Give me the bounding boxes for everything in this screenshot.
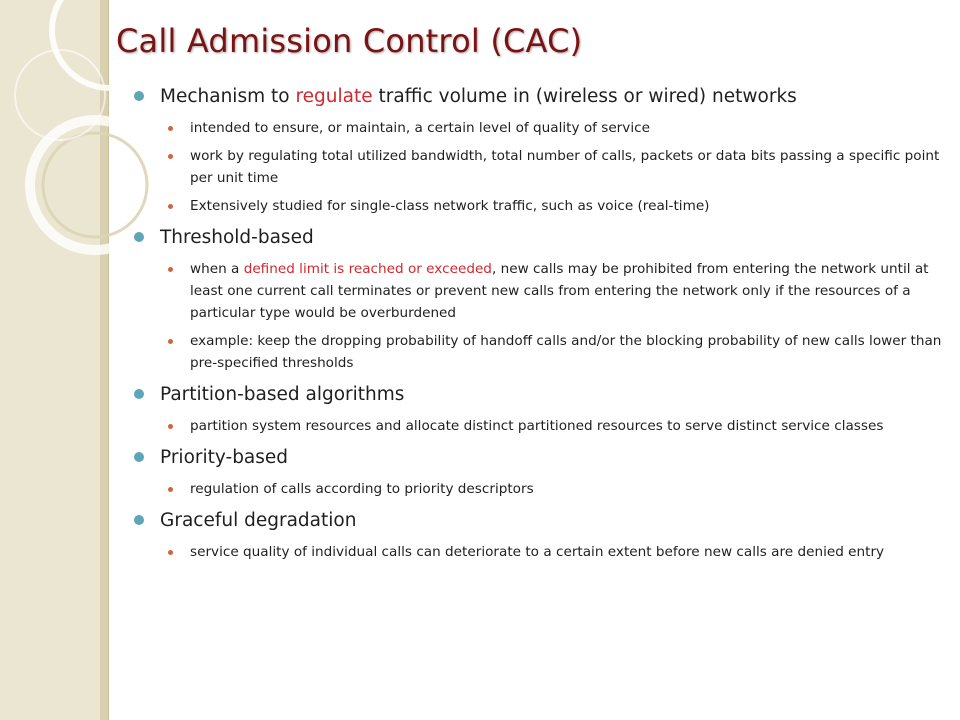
sub-bullet-dot	[168, 154, 173, 159]
bullet-text: Threshold-based	[160, 227, 314, 248]
bullet-priority	[134, 443, 944, 472]
sub-bullet-dot	[168, 550, 173, 555]
bullet-dot	[134, 515, 144, 525]
sub-bullet	[164, 330, 944, 374]
bullet-threshold	[134, 223, 944, 252]
bullet-mechanism	[134, 82, 944, 111]
bullet-text-pre: Mechanism to	[160, 86, 296, 107]
bullet-dot	[134, 91, 144, 101]
bullet-dot	[134, 452, 144, 462]
sub-bullet	[164, 541, 944, 563]
sidebar-divider	[108, 0, 109, 720]
bullet-text: Priority-based	[160, 447, 289, 468]
sub-bullet-text: work by regulating total utilized bandwidth, total number of calls, packets or data bits passing a specific point per unit time	[190, 148, 940, 186]
highlight-defined-limit: defined limit is reached or exceeded	[243, 261, 492, 277]
sub-bullet-dot	[168, 267, 173, 272]
sub-bullet	[164, 415, 944, 437]
bullet-text: Graceful degradation	[160, 510, 357, 531]
sub-bullet	[164, 117, 944, 139]
sub-bullet	[164, 478, 944, 500]
bullet-partition	[134, 380, 944, 409]
sub-bullet-text: Extensively studied for single-class network traffic, such as voice (real-time)	[190, 198, 710, 214]
bullet-dot	[134, 389, 144, 399]
sidebar-stripe	[100, 0, 108, 720]
sub-bullet	[164, 258, 944, 324]
sub-bullet-text-pre: when a	[190, 261, 244, 277]
sub-bullet-text: service quality of individual calls can deteriorate to a certain extent before new calls are denied entry	[190, 544, 885, 560]
sub-bullet-dot	[168, 204, 173, 209]
bullet-text: Partition-based algorithms	[160, 384, 405, 405]
sub-bullet-dot	[168, 126, 173, 131]
sub-bullet-dot	[168, 339, 173, 344]
bullet-text-post: traffic volume in (wireless or wired) networks	[372, 86, 797, 107]
sub-bullet-text: intended to ensure, or maintain, a certain level of quality of service	[190, 120, 650, 136]
slide-title: Call Admission Control (CAC)	[116, 22, 583, 60]
sub-bullet	[164, 195, 944, 217]
bullet-graceful	[134, 506, 944, 535]
sub-bullet-dot	[168, 487, 173, 492]
highlight-regulate: regulate	[295, 86, 373, 107]
sub-bullet-text-post: , new calls may be prohibited from entering the network until at least one current call terminates or prevent new calls from entering the network only if the resources of a particular type would be overburdened	[190, 261, 929, 321]
bullet-dot	[134, 232, 144, 242]
slide-content	[134, 82, 944, 569]
sub-bullet-text: partition system resources and allocate distinct partitioned resources to serve distinct service classes	[190, 418, 884, 434]
sub-bullet-text: regulation of calls according to priority descriptors	[190, 481, 534, 497]
sub-bullet	[164, 145, 944, 189]
sub-bullet-dot	[168, 424, 173, 429]
sidebar-panel	[0, 0, 100, 720]
sub-bullet-text: example: keep the dropping probability of handoff calls and/or the blocking probability of new calls lower than pre-specified thresholds	[190, 333, 942, 371]
